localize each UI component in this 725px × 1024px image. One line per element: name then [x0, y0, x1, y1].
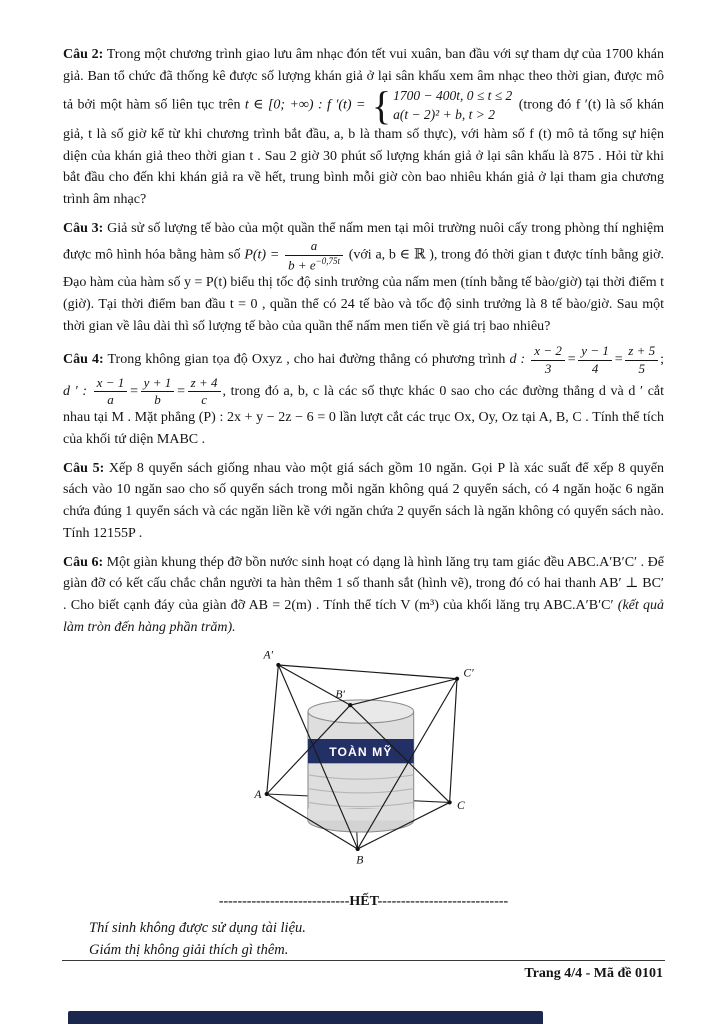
- vertex-Bprime: [348, 703, 352, 707]
- question-5: [63, 458, 664, 545]
- question-3-math-lhs: P(t) =: [244, 247, 280, 263]
- fraction-numerator: z + 4: [188, 376, 221, 392]
- question-6-rounding-note: (kết quả làm tròn đến hàng phần trăm).: [63, 597, 665, 635]
- equals-sign: =: [176, 383, 186, 399]
- line-d-prime-label: d ′ :: [63, 383, 88, 399]
- fraction-denominator: [285, 256, 343, 273]
- question-3-text-1: Giả sử số lượng tế bào của một quần thể nấm men tại môi trường nuôi cấy trong phòng thí nghiệm được mô hình hóa bằng hàm số: [63, 220, 664, 263]
- fraction-denominator: 5: [638, 360, 645, 376]
- fraction-numerator: z + 5: [625, 344, 658, 360]
- page-number: Trang 4/4 - Mã đề 0101: [524, 966, 663, 981]
- q4-fraction-6: [188, 376, 221, 408]
- fraction-denominator: c: [201, 392, 207, 408]
- question-2-text-1: Trong một chương trình giao lưu âm nhạc đón tết vui xuân, ban đầu với sự tham dự của 1700 khán giả. Ban tổ chức đã thống kê được số lượng khán giả ở lại sân khấu xem âm nhạc theo thời gian, được mô tả bởi một hàm số liên tục trên: [63, 47, 664, 113]
- exam-notes: [89, 918, 664, 962]
- fraction-denominator: 4: [591, 360, 599, 376]
- footer-rule: [62, 960, 665, 961]
- vertex-Cprime: [454, 677, 458, 681]
- label-A-prime: A′: [262, 648, 273, 662]
- label-C-prime: C′: [462, 666, 474, 680]
- fraction-numerator: x − 1: [94, 376, 128, 392]
- question-4-label: Câu 4:: [63, 352, 104, 368]
- vertex-Aprime: [276, 663, 280, 667]
- question-4: [63, 344, 664, 451]
- end-divider: [63, 894, 664, 910]
- q4-fraction-2: [578, 344, 612, 376]
- label-C: C: [456, 799, 465, 813]
- question-2-piecewise: [371, 82, 513, 128]
- edge-C-Cprime: [449, 679, 456, 803]
- question-2-label: Câu 2:: [63, 47, 104, 62]
- exam-content: [63, 44, 664, 962]
- vertex-B: [355, 847, 359, 851]
- question-5-text: Xếp 8 quyển sách giống nhau vào một giá sách gồm 10 ngăn. Gọi P là xác suất để xếp 8 quyển sách vào 10 ngăn sao cho số quyển sách trong mỗi ngăn không quá 2 quyển sách, có 4 ngăn hoặc 6 ngăn chứa đúng 1 quyển sách và các ngăn liền kề với ngăn chứa 2 quyển sách là ngăn không có quyển sách nào. Tính 12155P .: [63, 460, 665, 541]
- piecewise-case-2: a(t − 2)² + b, t > 2: [393, 106, 495, 122]
- piecewise-brace: {: [371, 82, 392, 128]
- question-2-text-2: (trong đó f ′(t) là số khán giả, t là số giờ kể từ khi chương trình bắt đầu, a, b là tham số thực), với hàm số f (t) mô tả tổng sự hiện diện của khán giả theo thời gian t . Sau 2 giờ 30 phút số lượng khán giả ở lại sân khấu là 875 . Hỏi từ khi bắt đầu cho đến khi khán giả ra về hết, trung bình mỗi giờ còn bao nhiêu khán giả ở lại tham gia chương trình âm nhạc?: [63, 97, 665, 207]
- question-6: [63, 552, 664, 639]
- fraction-numerator: y + 1: [141, 376, 175, 392]
- edge-Bprime-Cprime: [350, 679, 457, 705]
- equals-sign: =: [566, 352, 577, 368]
- note-no-materials: Thí sinh không được sử dụng tài liệu.: [89, 920, 306, 937]
- fraction-denominator: 3: [544, 360, 552, 376]
- label-A: A: [253, 788, 261, 802]
- equals-sign: =: [613, 352, 624, 368]
- fraction-denominator: b: [154, 392, 161, 408]
- q4-fraction-5: [141, 376, 175, 408]
- equals-sign: =: [129, 383, 139, 399]
- question-5-label: Câu 5:: [63, 460, 105, 476]
- fraction-numerator: a: [285, 239, 343, 255]
- question-3-fraction: [285, 239, 343, 272]
- question-2: [63, 44, 664, 211]
- question-3-text-2: (với a, b ∈ ℝ ), trong đó thời gian t được tính bằng giờ. Đạo hàm của hàm số y = P(t) biểu thị tốc độ sinh trưởng của nấm men (tính bằng tế bào/giờ) tại thời điểm t (giờ). Tại thời điểm ban đầu t = 0 , quần thể có 24 tế bào và tốc độ sinh trưởng là 8 tế bào/giờ. Sau một thời gian về lâu dài thì số lượng tế bào của quần thể nấm men tiến về giá trị bao nhiêu?: [63, 247, 664, 334]
- piecewise-cases: [393, 87, 512, 123]
- label-B-prime: B′: [334, 688, 345, 702]
- tank-body-lower: [307, 809, 413, 821]
- question-6-text: Một giàn khung thép đỡ bồn nước sinh hoạt có dạng là hình lăng trụ tam giác đều ABC.A′B′C′ . Để giàn đỡ có kết cấu chắc chắn người ta hàn thêm 1 số thanh sắt (hình vẽ), trong đó có hai thanh AB′ ⊥ BC′ . Cho biết cạnh đáy của giàn đỡ AB = 2(m) . Tính thể tích V (m³) của khối lăng trụ ABC.A′B′C′: [63, 554, 665, 613]
- vertex-C: [447, 801, 451, 805]
- denominator-base: b + e: [288, 256, 316, 272]
- edge-A-Aprime: [266, 665, 278, 794]
- figure-container: [63, 648, 664, 872]
- tank-top: [307, 700, 413, 723]
- denominator-exponent: −0,75t: [315, 255, 340, 266]
- water-tank: [307, 700, 413, 832]
- question-3: [63, 218, 664, 338]
- line-d-label: d :: [509, 352, 526, 368]
- edge-Aprime-Cprime: [278, 665, 457, 679]
- label-B: B: [355, 854, 363, 868]
- question-6-label: Câu 6:: [63, 554, 104, 570]
- question-3-label: Câu 3:: [63, 220, 104, 236]
- end-het-label: HẾT: [349, 894, 378, 910]
- vertex-A: [264, 792, 268, 796]
- tank-brand-label: TOÀN MỸ: [328, 745, 392, 760]
- q4-fraction-4: [94, 376, 128, 408]
- scan-artifact-strip: [68, 1011, 543, 1024]
- question-4-text-1: Trong không gian tọa độ Oxyz , cho hai đường thẳng có phương trình: [107, 352, 506, 368]
- fraction-denominator: a: [107, 392, 114, 408]
- prism-figure-svg: [253, 648, 475, 867]
- piecewise-case-1: 1700 − 400t, 0 ≤ t ≤ 2: [393, 88, 513, 104]
- semicolon: ;: [660, 352, 665, 368]
- question-4-text-2: , trong đó a, b, c là các số thực khác 0 sao cho các đường thẳng d và d ′ cắt nhau tại M . Mặt phẳng (P) : 2x + y − 2z − 6 = 0 lần lượt cắt các trục Ox, Oy, Oz tại A, B, C . Tính thể tích của khối tứ diện MABC .: [63, 383, 665, 448]
- fraction-numerator: y − 1: [578, 344, 612, 360]
- q4-fraction-1: [531, 344, 565, 376]
- fraction-numerator: x − 2: [531, 344, 565, 360]
- end-dash-right: ----------------------------: [377, 894, 509, 910]
- note-no-explanation: Giám thị không giải thích gì thêm.: [89, 942, 289, 959]
- q4-fraction-3: [625, 344, 658, 376]
- end-dash-left: ----------------------------: [218, 894, 350, 910]
- question-2-math-lhs: t ∈ [0; +∞) : f ′(t) =: [244, 97, 366, 113]
